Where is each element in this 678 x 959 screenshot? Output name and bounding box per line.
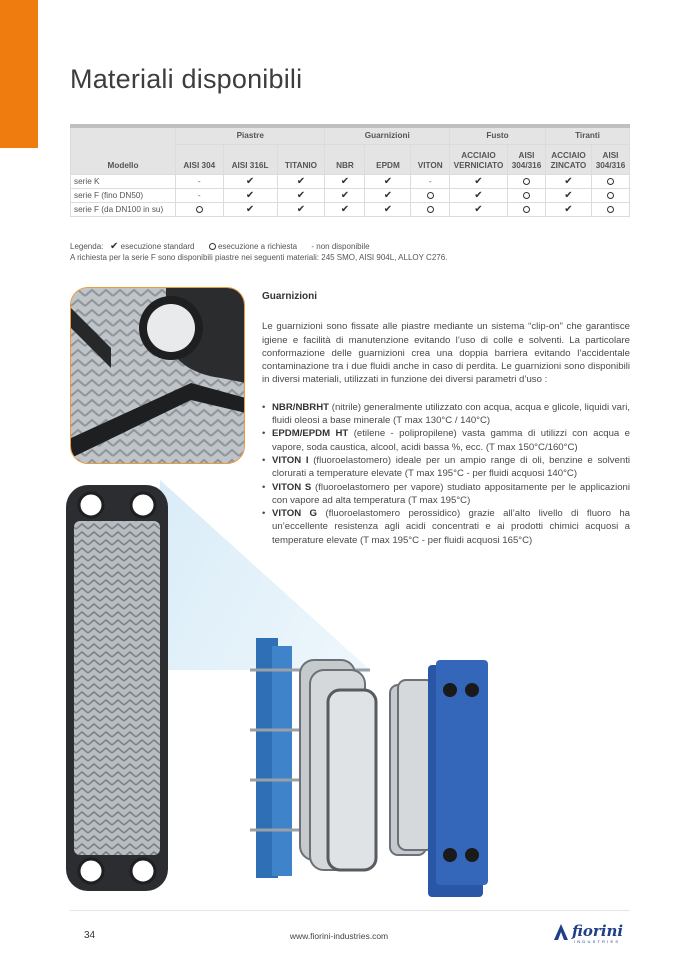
legend-note: A richiesta per la serie F sono disponibili piastre nei seguenti materiali: 245 SMO, AISI 904L, ALLOY C276. — [70, 253, 448, 262]
column-header: ACCIAIO ZINCATO — [546, 144, 592, 174]
circle-icon — [523, 206, 530, 213]
value-cell — [411, 188, 450, 202]
website-link[interactable]: www.fiorini-industries.com — [289, 931, 389, 941]
list-item: • VITON I (fluoroelastomero) ideale per un ampio range di oli, benzine e solventi clorurati a temperature elevate (T max 195°C - per fluidi acquosi 140°C) — [262, 454, 630, 481]
circle-icon — [523, 192, 530, 199]
group-header: Fusto — [450, 126, 546, 144]
column-header: ACCIAIO VERNICIATO — [450, 144, 508, 174]
value-cell — [411, 202, 450, 216]
legend: Legenda: ✔ esecuzione standard esecuzione a richiesta - non disponibile A richiesta per la serie F sono disponibili piastre nei seguenti materiali: 245 SMO, AISI 904L, ALLOY C276. — [70, 241, 448, 262]
check-icon: ✔ — [340, 175, 350, 187]
table-row — [71, 188, 630, 202]
legend-on-request: esecuzione a richiesta — [217, 242, 298, 251]
list-item: • VITON S (fluoroelastomero per vapore) studiato appositamente per le applicazioni con vapore ad alta temperatura (T max 195°C) — [262, 481, 630, 508]
circle-icon — [523, 178, 530, 185]
exchanger-frame-image — [380, 660, 500, 900]
value-cell — [223, 188, 277, 202]
value-cell — [450, 188, 508, 202]
check-icon: ✔ — [564, 175, 573, 187]
value-cell — [223, 202, 277, 216]
check-icon: ✔ — [474, 189, 483, 201]
column-header: TITANIO — [277, 144, 325, 174]
circle-icon — [427, 206, 434, 213]
gasket-plate-image — [64, 483, 170, 893]
fiorini-logo-icon — [552, 922, 570, 942]
legend-standard: esecuzione standard — [120, 242, 195, 251]
check-icon: ✔ — [245, 175, 255, 187]
table-row — [71, 202, 630, 216]
check-icon: ✔ — [383, 203, 393, 215]
check-icon: ✔ — [245, 203, 255, 215]
column-header: EPDM — [365, 144, 411, 174]
value-cell — [592, 202, 630, 216]
legend-prefix: Legenda: — [70, 242, 104, 251]
value-cell — [365, 188, 411, 202]
check-icon: ✔ — [340, 203, 350, 215]
check-icon: ✔ — [383, 175, 393, 187]
value-cell — [325, 174, 365, 188]
value-cell: - — [176, 188, 224, 202]
value-cell — [546, 188, 592, 202]
check-icon: ✔ — [296, 189, 306, 201]
circle-icon — [196, 206, 203, 213]
value-cell — [450, 202, 508, 216]
group-header: Piastre — [176, 126, 325, 144]
list-item: • VITON G (fluoroelastomero perossidico) grazie all’alto livello di fluoro ha un’eccellente resistenza agli acidi concentrati e ai prodotti chimici acquosi a temperature elevate (T max 195°C - per fluidi acquosi 165°C) — [262, 507, 630, 547]
check-icon: ✔ — [110, 241, 119, 252]
model-header: Modello — [71, 126, 176, 174]
value-cell — [277, 202, 325, 216]
column-header: AISI 304 — [176, 144, 224, 174]
value-cell — [277, 188, 325, 202]
value-cell — [325, 202, 365, 216]
page-title: Materiali disponibili — [70, 64, 303, 94]
section-intro: Le guarnizioni sono fissate alle piastre mediante un sistema “clip-on” che garantisce igiene e facilità di manutenzione evitando l’uso di colle e solventi. La particolare conformazione delle guarnizioni crea una doppia barriera evitando l’accidentale contaminazione tra i due fluidi anche in caso di perdita. Le guarnizioni sono disponibili in diversi materiali, utilizzati in funzione dei diversi parametri d’uso : — [262, 321, 630, 386]
circle-icon — [607, 178, 614, 185]
list-item: • NBR/NBRHT (nitrile) generalmente utilizzato con acqua, acqua e glicole, liquidi vari, fluidi oleosi a base minerale (T max 130°C / 140°C) — [262, 401, 630, 428]
value-cell: - — [411, 174, 450, 188]
materials-table — [70, 124, 630, 217]
value-cell — [592, 174, 630, 188]
check-icon: ✔ — [564, 203, 573, 215]
check-icon: ✔ — [474, 175, 483, 187]
orange-accent-bar — [0, 0, 38, 148]
section-title: Guarnizioni — [262, 291, 317, 302]
check-icon: ✔ — [474, 203, 483, 215]
check-icon: ✔ — [564, 189, 573, 201]
value-cell — [223, 174, 277, 188]
column-header: VITON — [411, 144, 450, 174]
footer-divider — [70, 910, 630, 911]
value-cell: - — [176, 174, 224, 188]
value-cell — [508, 174, 546, 188]
table-body — [71, 174, 630, 216]
value-cell — [325, 188, 365, 202]
column-header: AISI 316L — [223, 144, 277, 174]
value-cell — [176, 202, 224, 216]
value-cell — [508, 202, 546, 216]
check-icon: ✔ — [296, 175, 306, 187]
value-cell — [450, 174, 508, 188]
check-icon: ✔ — [296, 203, 306, 215]
value-cell — [508, 188, 546, 202]
column-header: AISI 304/316 — [508, 144, 546, 174]
page-number: 34 — [84, 930, 96, 941]
list-item: • EPDM/EPDM HT (etilene - polipropilene) vasta gamma di utilizzi con acqua e vapore, soda caustica, alcool, acidi bassa %, ecc. (T max 150°C/160°C) — [262, 427, 630, 454]
legend-not-available: non disponibile — [316, 242, 370, 251]
value-cell — [592, 188, 630, 202]
group-header: Tiranti — [546, 126, 630, 144]
circle-icon — [607, 192, 614, 199]
table-row — [71, 174, 630, 188]
value-cell — [546, 174, 592, 188]
value-cell — [365, 174, 411, 188]
brand-tagline: INDUSTRIES — [574, 939, 621, 944]
model-cell: serie F (fino DN50) — [71, 188, 176, 202]
value-cell — [277, 174, 325, 188]
circle-icon — [209, 243, 216, 250]
model-cell: serie K — [71, 174, 176, 188]
column-header: AISI 304/316 — [592, 144, 630, 174]
value-cell — [365, 202, 411, 216]
group-header: Guarnizioni — [325, 126, 450, 144]
brand-name: fiorini — [572, 922, 624, 940]
check-icon: ✔ — [245, 189, 255, 201]
check-icon: ✔ — [383, 189, 393, 201]
circle-icon — [427, 192, 434, 199]
circle-icon — [607, 206, 614, 213]
value-cell — [546, 202, 592, 216]
model-cell: serie F (da DN100 in su) — [71, 202, 176, 216]
check-icon: ✔ — [340, 189, 350, 201]
column-header: NBR — [325, 144, 365, 174]
